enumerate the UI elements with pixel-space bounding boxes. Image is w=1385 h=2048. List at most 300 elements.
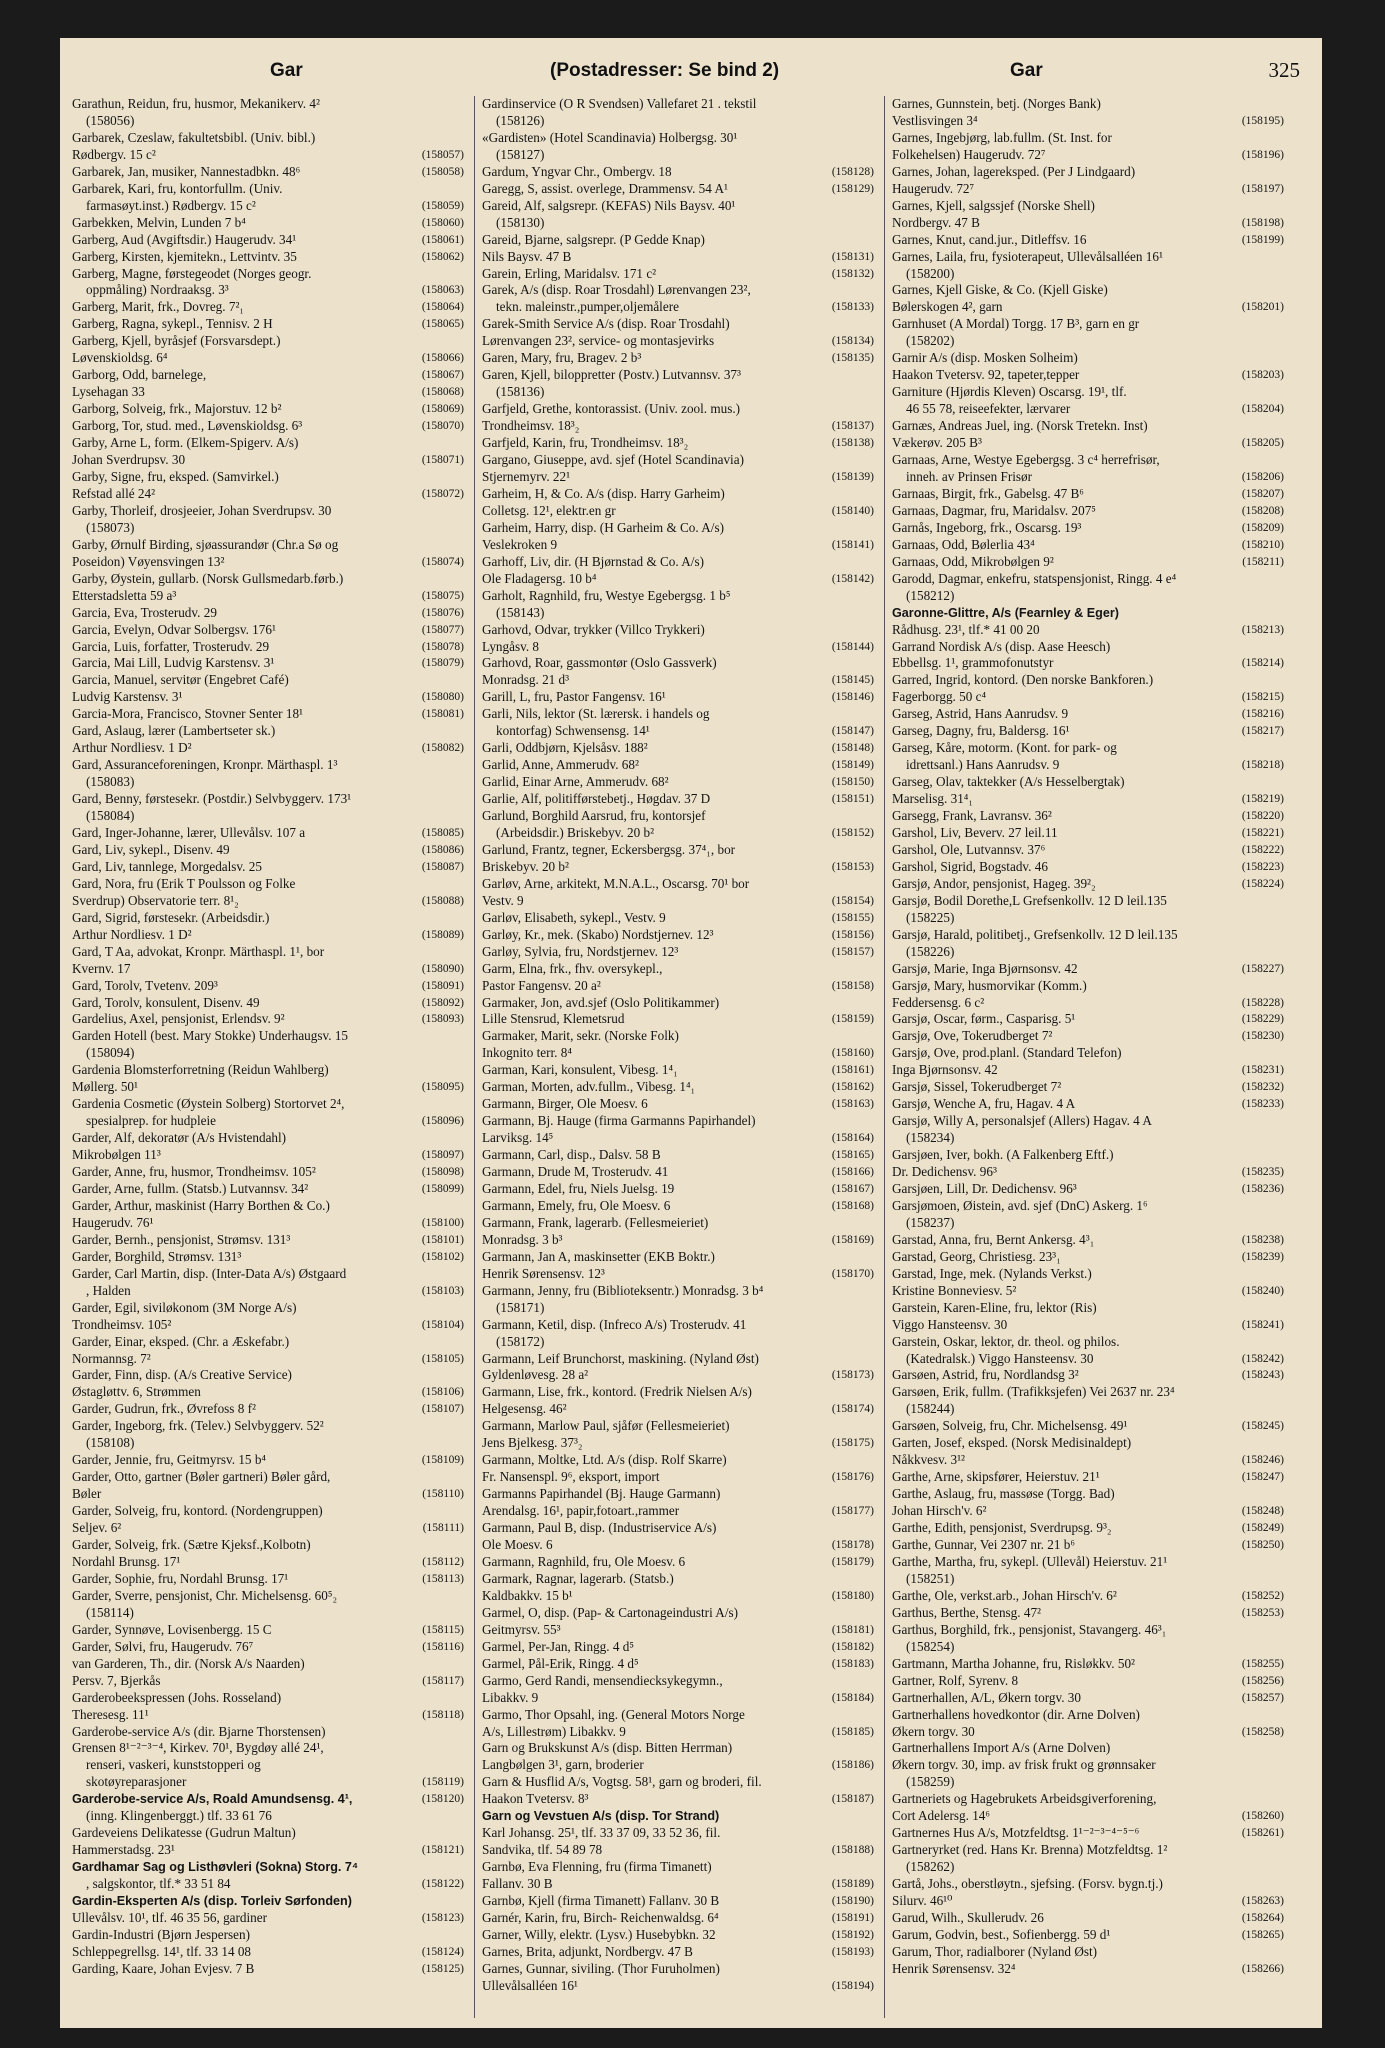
entry-text: (158237) bbox=[906, 1214, 955, 1230]
directory-entry-line bbox=[482, 1079, 874, 1096]
entry-number bbox=[1280, 130, 1284, 147]
entry-number: (158198) bbox=[1241, 216, 1284, 229]
entry-number: (158066) bbox=[421, 352, 464, 365]
entry-text: , Halden bbox=[86, 1282, 131, 1298]
directory-entry-line bbox=[72, 571, 464, 588]
directory-entry-line bbox=[72, 1503, 464, 1520]
directory-entry-line bbox=[482, 1469, 874, 1486]
entry-text: Garill, L, fru, Pastor Fangensv. 16¹ bbox=[482, 689, 666, 705]
entry-text: tekn. maleinstr.,pumper,oljemålere bbox=[496, 299, 679, 315]
directory-entry-line bbox=[892, 1554, 1284, 1571]
directory-entry-line bbox=[482, 1740, 874, 1757]
entry-number bbox=[460, 266, 464, 283]
directory-entry-line bbox=[892, 1876, 1284, 1893]
directory-entry-line bbox=[482, 639, 874, 656]
entry-number bbox=[870, 96, 874, 113]
entry-text: Garthus, Berthe, Stensg. 47² bbox=[892, 1604, 1041, 1620]
entry-text: A/s, Lillestrøm) Libakkv. 9 bbox=[482, 1723, 626, 1739]
entry-text: Lille Stensrud, Klemetsrud bbox=[482, 1011, 625, 1027]
entry-number bbox=[870, 1571, 874, 1588]
entry-text: (158126) bbox=[496, 112, 545, 128]
directory-entry-line bbox=[72, 1249, 464, 1266]
directory-entry-line bbox=[72, 1215, 464, 1232]
entry-number bbox=[870, 588, 874, 605]
entry-number bbox=[460, 1893, 464, 1910]
entry-number bbox=[870, 554, 874, 571]
directory-entry-line bbox=[72, 333, 464, 350]
entry-text: Stjernemyrv. 22¹ bbox=[482, 468, 571, 484]
entry-text: Garmann, Lise, frk., kontord. (Fredrik Nielsen A/s) bbox=[482, 1384, 752, 1400]
entry-number bbox=[1280, 910, 1284, 927]
directory-entry-line bbox=[482, 1707, 874, 1724]
entry-number: (158119) bbox=[422, 1776, 464, 1789]
directory-entry-line bbox=[892, 774, 1284, 791]
directory-entry-line bbox=[482, 1503, 874, 1520]
entry-text: Garshol, Liv, Beverv. 27 leil.11 bbox=[892, 824, 1058, 840]
entry-number bbox=[870, 876, 874, 893]
directory-entry-line bbox=[482, 215, 874, 232]
entry-number: (158154) bbox=[831, 894, 874, 907]
entry-text: Trondheimsv. 18³₂ bbox=[482, 418, 580, 434]
directory-entry-line bbox=[482, 1588, 874, 1605]
entry-text: Gyldenløvesg. 28 a² bbox=[482, 1367, 589, 1383]
entry-text: Gardinservice (O R Svendsen) Vallefaret 21 . tekstil bbox=[482, 96, 757, 111]
header-right-keyword: Gar bbox=[1010, 60, 1043, 81]
entry-text: Garthe, Martha, fru, sykepl. (Ullevål) Heierstuv. 21¹ bbox=[892, 1553, 1168, 1569]
entry-number bbox=[1280, 198, 1284, 215]
directory-entry-line bbox=[482, 774, 874, 791]
directory-entry-line bbox=[482, 554, 874, 571]
directory-entry-line bbox=[482, 96, 874, 113]
entry-text: Garmann, Leif Brunchorst, maskining. (Nyland Øst) bbox=[482, 1350, 759, 1366]
directory-entry-line bbox=[892, 825, 1284, 842]
entry-text: Bølerskogen 4², garn bbox=[892, 299, 1003, 315]
directory-entry-line bbox=[482, 1401, 874, 1418]
directory-entry-line bbox=[72, 130, 464, 147]
directory-entry-line bbox=[72, 689, 464, 706]
entry-number: (158077) bbox=[421, 623, 464, 636]
entry-number: (158261) bbox=[1241, 1827, 1284, 1840]
directory-entry-line bbox=[482, 1876, 874, 1893]
entry-text: Garnes, Gunnar, siviling. (Thor Furuholmen) bbox=[482, 1960, 720, 1976]
directory-entry-line bbox=[72, 588, 464, 605]
entry-text: Garlid, Einar Arne, Ammerudv. 68² bbox=[482, 774, 669, 790]
entry-text: Garner, Willy, elektr. (Lysv.) Husebybkn. 32 bbox=[482, 1926, 716, 1942]
entry-number bbox=[870, 605, 874, 622]
entry-text: Gardenia Blomsterforretning (Reidun Wahlberg) bbox=[72, 1062, 329, 1078]
directory-entry-line bbox=[72, 1520, 464, 1537]
entry-number: (158192) bbox=[831, 1928, 874, 1941]
directory-entry-line bbox=[482, 1113, 874, 1130]
entry-text: Garcia, Luis, forfatter, Trosterudv. 29 bbox=[72, 638, 270, 654]
entry-text: (158094) bbox=[86, 1045, 135, 1061]
entry-text: Lyngåsv. 8 bbox=[482, 638, 540, 654]
entry-number: (158138) bbox=[831, 437, 874, 450]
entry-text: Rådhusg. 23¹, tlf.* 41 00 20 bbox=[892, 621, 1040, 637]
entry-number: (158113) bbox=[422, 1572, 464, 1585]
entry-text: Folkehelsen) Haugerudv. 72⁷ bbox=[892, 146, 1046, 162]
entry-number: (158155) bbox=[831, 911, 874, 924]
entry-number: (158072) bbox=[421, 487, 464, 500]
entry-number: (158167) bbox=[831, 1183, 874, 1195]
entry-number: (158063) bbox=[421, 284, 464, 297]
entry-text: Garmo, Gerd Randi, mensendiecksykegymn., bbox=[482, 1672, 723, 1688]
entry-number: (158141) bbox=[831, 538, 874, 551]
entry-number: (158182) bbox=[831, 1640, 874, 1653]
entry-number: (158150) bbox=[831, 776, 874, 789]
directory-entry-line bbox=[892, 1028, 1284, 1045]
entry-number bbox=[1280, 1639, 1284, 1656]
directory-entry-line bbox=[72, 1062, 464, 1079]
entry-number: (158099) bbox=[421, 1183, 464, 1195]
entry-number bbox=[1280, 164, 1284, 181]
directory-entry-line bbox=[72, 893, 464, 910]
entry-text: Garberg, Ragna, sykepl., Tennisv. 2 H bbox=[72, 316, 273, 332]
directory-entry-line bbox=[72, 944, 464, 961]
directory-entry-line bbox=[892, 1300, 1284, 1317]
directory-entry-line bbox=[892, 859, 1284, 876]
entry-number bbox=[460, 96, 464, 113]
entry-text: Garnaas, Odd, Mikrobølgen 9² bbox=[892, 553, 1054, 569]
entry-text: (158130) bbox=[496, 214, 545, 230]
entry-text: renseri, vaskeri, kunststopperi og bbox=[86, 1757, 261, 1773]
entry-text: (158171) bbox=[496, 1299, 545, 1315]
directory-entry-line bbox=[72, 554, 464, 571]
entry-number bbox=[1280, 893, 1284, 910]
entry-number bbox=[460, 1656, 464, 1673]
directory-entry-line bbox=[892, 1283, 1284, 1300]
entry-number: (158057) bbox=[421, 148, 464, 161]
directory-entry-line bbox=[892, 1944, 1284, 1961]
entry-number: (158185) bbox=[831, 1725, 874, 1738]
directory-entry-line bbox=[482, 1435, 874, 1452]
directory-entry-line bbox=[892, 1842, 1284, 1859]
entry-number: (158104) bbox=[421, 1318, 464, 1331]
entry-number bbox=[1280, 1147, 1284, 1164]
entry-text: Mikrobølgen 11³ bbox=[72, 1147, 161, 1163]
entry-text: Garli, Oddbjørn, Kjelsåsv. 188² bbox=[482, 740, 648, 756]
directory-entry-line bbox=[892, 435, 1284, 452]
directory-entry-line bbox=[482, 655, 874, 672]
entry-text: Libakkv. 9 bbox=[482, 1689, 539, 1705]
entry-number bbox=[870, 1215, 874, 1232]
entry-text: (158251) bbox=[906, 1570, 955, 1586]
entry-text: (158056) bbox=[86, 112, 135, 128]
entry-number bbox=[1280, 944, 1284, 961]
entry-number bbox=[460, 944, 464, 961]
entry-number: (158149) bbox=[831, 759, 874, 772]
directory-entry-line bbox=[482, 384, 874, 401]
entry-text: Gard, Nora, fru (Erik T Poulsson og Folke bbox=[72, 875, 296, 891]
directory-entry-line bbox=[72, 1147, 464, 1164]
entry-text: Garder, Alf, dekoratør (A/s Hvistendahl) bbox=[72, 1130, 287, 1146]
entry-number bbox=[1280, 333, 1284, 350]
directory-entry-line bbox=[892, 1452, 1284, 1469]
directory-entry-line bbox=[892, 944, 1284, 961]
entry-number bbox=[460, 1418, 464, 1435]
directory-entry-line bbox=[892, 808, 1284, 825]
directory-entry-line bbox=[72, 249, 464, 266]
entry-number bbox=[870, 1961, 874, 1978]
entry-text: Lørenvangen 23², service- og montasjevirks bbox=[482, 333, 715, 349]
entry-number bbox=[460, 1130, 464, 1147]
directory-entry-line bbox=[892, 842, 1284, 859]
directory-entry-line bbox=[72, 1876, 464, 1893]
entry-text: Garby, Arne L, form. (Elkem-Spigerv. A/s) bbox=[72, 435, 299, 451]
directory-entry-line bbox=[892, 1910, 1284, 1927]
entry-number bbox=[1280, 740, 1284, 757]
entry-number bbox=[460, 571, 464, 588]
entry-text: Gardin-Industri (Bjørn Jespersen) bbox=[72, 1926, 250, 1942]
entry-number bbox=[1280, 1486, 1284, 1503]
entry-text: Refstad allé 24² bbox=[72, 485, 156, 501]
entry-number: (158177) bbox=[831, 1505, 874, 1518]
directory-entry-line bbox=[72, 927, 464, 944]
directory-entry-line bbox=[72, 1825, 464, 1842]
directory-entry-line bbox=[72, 1418, 464, 1435]
entry-number: (158086) bbox=[421, 843, 464, 856]
directory-entry-line bbox=[892, 1724, 1284, 1741]
directory-entry-line bbox=[72, 1757, 464, 1774]
entry-number: (158125) bbox=[421, 1962, 464, 1975]
entry-text: Garegg, S, assist. overlege, Drammensv. 54 A¹ bbox=[482, 180, 728, 196]
entry-number bbox=[460, 1367, 464, 1384]
entry-number: (158075) bbox=[421, 589, 464, 602]
entry-number: (158231) bbox=[1241, 1064, 1284, 1077]
entry-number: (158151) bbox=[831, 793, 874, 806]
entry-text: Garen, Kjell, biloppretter (Postv.) Lutvannsv. 37³ bbox=[482, 367, 741, 383]
directory-entry-line bbox=[892, 1503, 1284, 1520]
directory-entry-line bbox=[72, 367, 464, 384]
entry-number: (158236) bbox=[1241, 1183, 1284, 1195]
entry-number bbox=[460, 757, 464, 774]
entry-text: Garmanns Papirhandel (Bj. Hauge Garmann) bbox=[482, 1486, 721, 1502]
directory-entry-line bbox=[892, 1181, 1284, 1198]
entry-number bbox=[1280, 1842, 1284, 1859]
entry-number: (158131) bbox=[831, 250, 874, 263]
entry-text: , salgskontor, tlf.* 33 51 84 bbox=[86, 1876, 231, 1892]
directory-entry-line bbox=[482, 113, 874, 130]
entry-number bbox=[870, 147, 874, 164]
entry-text: Garlid, Anne, Ammerudv. 68² bbox=[482, 757, 639, 773]
entry-number: (158059) bbox=[421, 199, 464, 212]
entry-number bbox=[1280, 1113, 1284, 1130]
entry-text: Lysehagan 33 bbox=[72, 384, 145, 400]
entry-text: Gard, Torolv, Tvetenv. 209³ bbox=[72, 977, 218, 993]
directory-entry-line bbox=[892, 130, 1284, 147]
entry-number bbox=[460, 1740, 464, 1757]
directory-entry-line bbox=[72, 1639, 464, 1656]
entry-number: (158137) bbox=[831, 420, 874, 433]
entry-text: Gard, Inger-Johanne, lærer, Ullevålsv. 107 a bbox=[72, 824, 306, 840]
entry-text: Garheim, Harry, disp. (H Garheim & Co. A/s) bbox=[482, 519, 724, 535]
directory-entry-line bbox=[72, 1791, 464, 1808]
entry-number bbox=[460, 520, 464, 537]
entry-number bbox=[460, 791, 464, 808]
directory-entry-line bbox=[482, 1724, 874, 1741]
directory-entry-line bbox=[72, 1011, 464, 1028]
directory-entry-line bbox=[892, 1147, 1284, 1164]
directory-entry-line bbox=[72, 164, 464, 181]
entry-text: Garum, Godvin, best., Sofienbergg. 59 d¹ bbox=[892, 1926, 1111, 1942]
entry-text: Ebbellsg. 1¹, grammofonutstyr bbox=[892, 655, 1054, 671]
entry-text: Gardhamar Sag og Listhøvleri (Sokna) Storg. 7⁴ bbox=[72, 1860, 359, 1875]
entry-text: Kristine Bonneviesv. 5² bbox=[892, 1282, 1017, 1298]
entry-text: Johan Sverdrupsv. 30 bbox=[72, 452, 186, 468]
directory-entry-line bbox=[892, 723, 1284, 740]
entry-number bbox=[460, 1300, 464, 1317]
entry-number bbox=[460, 723, 464, 740]
entry-text: Seljev. 6² bbox=[72, 1520, 122, 1536]
directory-entry-line bbox=[482, 1198, 874, 1215]
directory-entry-line bbox=[72, 1927, 464, 1944]
entry-text: Garthe, Edith, pensjonist, Sverdrupsg. 9³₂ bbox=[892, 1520, 1112, 1536]
directory-entry-line bbox=[482, 1537, 874, 1554]
directory-entry-line bbox=[72, 316, 464, 333]
directory-entry-line bbox=[72, 791, 464, 808]
entry-text: (158202) bbox=[906, 333, 955, 349]
entry-text: (Arbeidsdir.) Briskebyv. 20 b² bbox=[496, 824, 655, 840]
directory-entry-line bbox=[892, 503, 1284, 520]
entry-number bbox=[870, 384, 874, 401]
entry-number: (158162) bbox=[831, 1081, 874, 1094]
entry-number: (158207) bbox=[1241, 487, 1284, 500]
entry-text: Garberg, Kjell, byråsjef (Forsvarsdept.) bbox=[72, 333, 281, 349]
directory-entry-line bbox=[892, 1690, 1284, 1707]
entry-text: Garberg, Magne, førstegeodet (Norges geogr. bbox=[72, 265, 312, 281]
entry-number bbox=[460, 435, 464, 452]
entry-text: Gartmann, Martha Johanne, fru, Risløkkv. 50² bbox=[892, 1655, 1135, 1671]
entry-number: (158240) bbox=[1241, 1284, 1284, 1297]
entry-number bbox=[1280, 1774, 1284, 1791]
entry-text: Garmann, Edel, fru, Niels Juelsg. 19 bbox=[482, 1181, 675, 1196]
entry-text: Persv. 7, Bjerkås bbox=[72, 1672, 161, 1688]
entry-number bbox=[460, 1690, 464, 1707]
entry-number: (158188) bbox=[831, 1844, 874, 1857]
entry-number bbox=[870, 1740, 874, 1757]
directory-entry-line bbox=[72, 232, 464, 249]
entry-text: Garmann, Emely, fru, Ole Moesv. 6 bbox=[482, 1197, 671, 1213]
entry-text: Garthus, Borghild, frk., pensjonist, Stavangerg. 46³₁ bbox=[892, 1621, 1167, 1637]
directory-entry-line bbox=[892, 995, 1284, 1012]
directory-entry-line bbox=[482, 808, 874, 825]
entry-text: Garthe, Gunnar, Vei 2307 nr. 21 b⁶ bbox=[892, 1537, 1075, 1553]
entry-text: Garten, Josef, eksped. (Norsk Medisinaldept) bbox=[892, 1435, 1132, 1451]
entry-text: Garder, Sølvi, fru, Haugerudv. 76⁷ bbox=[72, 1638, 254, 1654]
entry-number: (158215) bbox=[1241, 691, 1284, 704]
entry-number bbox=[870, 1859, 874, 1876]
entry-number bbox=[1280, 350, 1284, 367]
entry-text: (158200) bbox=[906, 265, 955, 281]
entry-text: Gartnerhallens Import A/s (Arne Dolven) bbox=[892, 1740, 1111, 1756]
directory-entry-line bbox=[72, 1334, 464, 1351]
entry-text: Garbarek, Czeslaw, fakultetsbibl. (Univ. bibl.) bbox=[72, 129, 316, 145]
directory-entry-line bbox=[482, 1096, 874, 1113]
entry-text: Garnes, Brita, adjunkt, Nordbergv. 47 B bbox=[482, 1943, 693, 1959]
entry-number bbox=[1280, 774, 1284, 791]
entry-text: Garred, Ingrid, kontord. (Den norske Bankforen.) bbox=[892, 672, 1154, 688]
directory-entry-line bbox=[892, 1791, 1284, 1808]
entry-number: (158074) bbox=[421, 555, 464, 568]
entry-text: Gardenia Cosmetic (Øystein Solberg) Stortorvet 2⁴, bbox=[72, 1096, 345, 1112]
entry-number: (158169) bbox=[831, 1233, 874, 1246]
directory-entry-line bbox=[892, 605, 1284, 622]
entry-number: (158163) bbox=[831, 1098, 874, 1111]
entry-text: Inga Bjørnsonsv. 42 bbox=[892, 1062, 998, 1078]
entry-text: Garsøen, Erik, fullm. (Trafikksjefen) Vei 2637 nr. 23⁴ bbox=[892, 1384, 1175, 1400]
entry-number: (158204) bbox=[1241, 403, 1284, 416]
entry-text: Garmo, Thor Opsahl, ing. (General Motors Norge bbox=[482, 1706, 745, 1722]
entry-text: Garnes, Knut, cand.jur., Ditleffsv. 16 bbox=[892, 231, 1087, 247]
directory-entry-line bbox=[72, 1384, 464, 1401]
directory-entry-line bbox=[892, 1232, 1284, 1249]
entry-text: Garholt, Ragnhild, fru, Westye Egebergsg. 1 b⁵ bbox=[482, 587, 731, 603]
entry-number: (158097) bbox=[421, 1149, 464, 1162]
entry-number bbox=[1280, 1300, 1284, 1317]
entry-text: Garder, Sophie, fru, Nordahl Brunsg. 17¹ bbox=[72, 1570, 289, 1586]
entry-number: (158242) bbox=[1241, 1352, 1284, 1365]
entry-number: (158091) bbox=[421, 979, 464, 992]
entry-number bbox=[460, 1045, 464, 1062]
entry-text: Garmann, Drude M, Trosterudv. 41 bbox=[482, 1164, 669, 1180]
directory-entry-line bbox=[482, 1774, 874, 1791]
entry-number bbox=[460, 1435, 464, 1452]
entry-number bbox=[1280, 978, 1284, 995]
entry-text: Briskebyv. 20 b² bbox=[482, 858, 569, 874]
entry-text: Garcia, Eva, Trosterudv. 29 bbox=[72, 604, 217, 620]
entry-text: Veslekroken 9 bbox=[482, 536, 558, 552]
entry-number: (158088) bbox=[421, 894, 464, 907]
directory-entry-line bbox=[482, 1757, 874, 1774]
directory-entry-line bbox=[72, 1130, 464, 1147]
directory-entry-line bbox=[892, 113, 1284, 130]
entry-text: Garsjø, Oscar, førm., Casparisg. 5¹ bbox=[892, 1011, 1076, 1027]
entry-number bbox=[870, 1673, 874, 1690]
entry-number: (158246) bbox=[1241, 1454, 1284, 1467]
entry-number bbox=[1280, 1791, 1284, 1808]
directory-entry-line bbox=[72, 1367, 464, 1384]
directory-entry-line bbox=[892, 740, 1284, 757]
directory-entry-line bbox=[482, 1893, 874, 1910]
entry-number: (158258) bbox=[1241, 1725, 1284, 1738]
entry-number: (158250) bbox=[1241, 1539, 1284, 1552]
entry-text: Gartneryrket (red. Hans Kr. Brenna) Motzfeldtsg. 1² bbox=[892, 1842, 1168, 1858]
entry-number: (158209) bbox=[1241, 521, 1284, 534]
directory-entry-line bbox=[892, 1537, 1284, 1554]
entry-text: Garlund, Frantz, tegner, Eckersbergsg. 37⁴₁, bor bbox=[482, 841, 736, 857]
directory-entry-line bbox=[892, 1367, 1284, 1384]
entry-number: (158165) bbox=[831, 1149, 874, 1162]
entry-number bbox=[1280, 1045, 1284, 1062]
entry-number bbox=[460, 1859, 464, 1876]
entry-number bbox=[1280, 672, 1284, 689]
entry-text: Garstad, Georg, Christiesg. 23³₁ bbox=[892, 1248, 1061, 1264]
entry-text: Garn og Vevstuen A/s (disp. Tor Strand) bbox=[482, 1809, 720, 1824]
entry-number: (158069) bbox=[421, 403, 464, 416]
directory-entry-line bbox=[482, 181, 874, 198]
entry-text: Garstad, Inge, mek. (Nylands Verkst.) bbox=[892, 1265, 1092, 1281]
entry-number bbox=[460, 1757, 464, 1774]
directory-columns bbox=[72, 96, 1310, 2018]
entry-number: (158191) bbox=[831, 1911, 874, 1924]
entry-number: (158139) bbox=[831, 470, 874, 483]
entry-text: Garmann, Frank, lagerarb. (Fellesmeieriet) bbox=[482, 1214, 709, 1230]
entry-number: (158093) bbox=[421, 1013, 464, 1026]
entry-number: (158078) bbox=[421, 640, 464, 653]
entry-text: Nordbergv. 47 B bbox=[892, 214, 980, 230]
directory-entry-line bbox=[482, 1367, 874, 1384]
entry-number bbox=[1280, 1571, 1284, 1588]
